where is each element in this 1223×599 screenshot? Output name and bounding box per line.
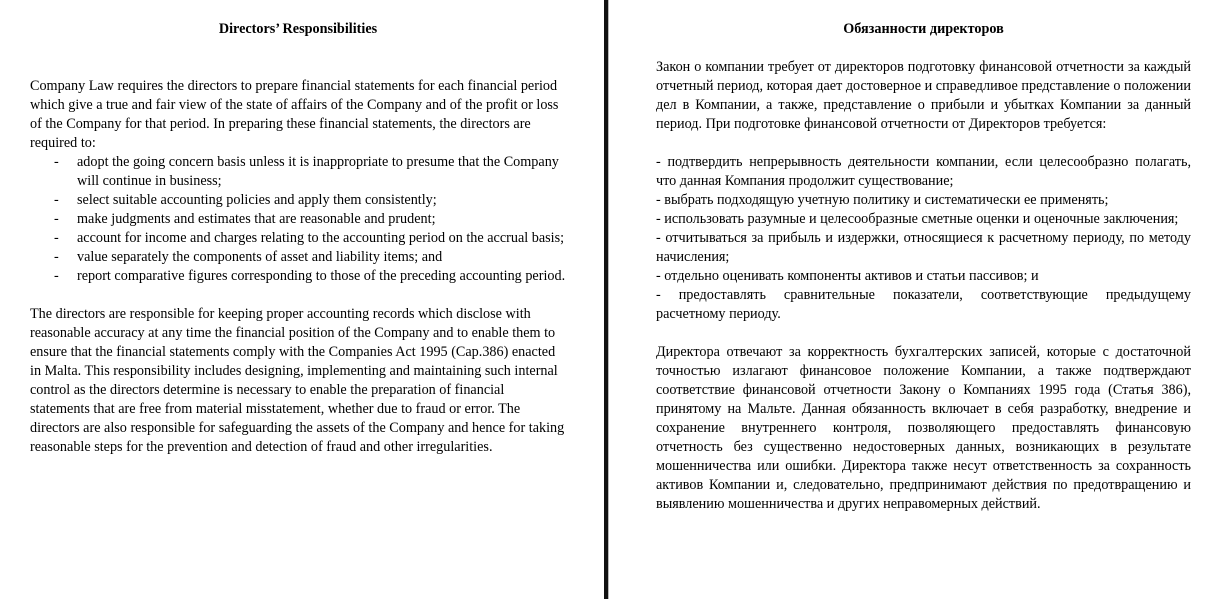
list-item [30, 229, 566, 248]
list-item: - выбрать подходящую учетную политику и систематически ее применять; [656, 192, 1109, 208]
list-item [30, 191, 566, 210]
list-item-text: adopt the going concern basis unless it is inappropriate to presume that the Company will continue in business; [77, 154, 559, 189]
responsibility-paragraph-russian: Директора отвечают за корректность бухгалтерских записей, которые с достаточной точностью излагают финансовое положение Компании, а также подтверждают соответствие финансовой отчетности Закону о Компаниях 1995 года (Статья 386), принятому на Мальте. Данная обязанность включает в себя разработку, внедрение и сохранение внутреннего контроля, позволяющего предоставлять финансовую отчетность без существенно недостоверных данных, возникающих в результате мошенничества или ошибки. Директора также несут ответственность за сохранность активов Компании и, следовательно, предпринимают действия по предотвращению и выявлению мошенничества и других неправомерных действий. [656, 344, 1191, 512]
page-title-english: Directors’ Responsibilities [218, 21, 378, 37]
list-item: - предоставлять сравнительные показатели, соответствующие предыдущему расчетному периоду. [656, 287, 1191, 322]
list-item: - отчитываться за прибыль и издержки, относящиеся к расчетному периоду, по методу начисления; [656, 230, 1191, 265]
russian-page [614, 0, 1223, 599]
english-page [0, 0, 604, 599]
list-item: - отдельно оценивать компоненты активов и статьи пассивов; и [656, 268, 1039, 284]
list-item [30, 248, 566, 267]
responsibilities-list-english [30, 153, 566, 286]
list-item-text: account for income and charges relating to the accounting period on the accrual basis; [77, 230, 565, 246]
dash-bullet: - [54, 154, 59, 170]
list-item-text: report comparative figures corresponding to those of the preceding accounting period. [77, 268, 566, 284]
list-item-text: value separately the components of asset and liability items; and [77, 249, 443, 265]
list-item: - использовать разумные и целесообразные сметные оценки и оценочные заключения; [656, 211, 1179, 227]
list-item-text: make judgments and estimates that are reasonable and prudent; [77, 211, 436, 227]
responsibility-paragraph-english: The directors are responsible for keeping proper accounting records which disclose with reasonable accuracy at any time the financial position of the Company and to enable them to ensure that the financial statements comply with the Companies Act 1995 (Cap.386) enacted in Malta. This responsibility includes designing, implementing and maintaining such internal control as the directors determine is necessary to enable the preparation of financial statements that are free from material misstatement, whether due to fraud or error. The directors are also responsible for safeguarding the assets of the Company and hence for taking reasonable steps for the prevention and detection of fraud and other irregularities. [30, 306, 565, 455]
dash-bullet: - [54, 230, 59, 246]
intro-paragraph-english: Company Law requires the directors to prepare financial statements for each financial period which give a true and fair view of the state of affairs of the Company and of the profit or loss of the Company for that period. In preparing these financial statements, the directors are required to: [30, 78, 559, 151]
list-item [30, 267, 566, 286]
dash-bullet: - [54, 211, 59, 227]
dash-bullet: - [54, 249, 59, 265]
list-item-text: select suitable accounting policies and apply them consistently; [77, 192, 437, 208]
intro-paragraph-russian: Закон о компании требует от директоров подготовку финансовой отчетности за каждый отчетный период, которая дает достоверное и справедливое представление о положении дел в Компании, а также, представление о прибыли и убытках Компании за данный период. При подготовке финансовой отчетности от Директоров требуется: [656, 59, 1191, 132]
list-item [30, 210, 566, 229]
list-item: - подтвердить непрерывность деятельности компании, если целесообразно полагать, что данная Компания продолжит существование; [656, 154, 1191, 189]
page-title-russian: Обязанности директоров [843, 21, 1004, 37]
dash-bullet: - [54, 192, 59, 208]
responsibilities-list-russian [656, 153, 1191, 324]
dash-bullet: - [54, 268, 59, 284]
list-item [30, 153, 566, 191]
